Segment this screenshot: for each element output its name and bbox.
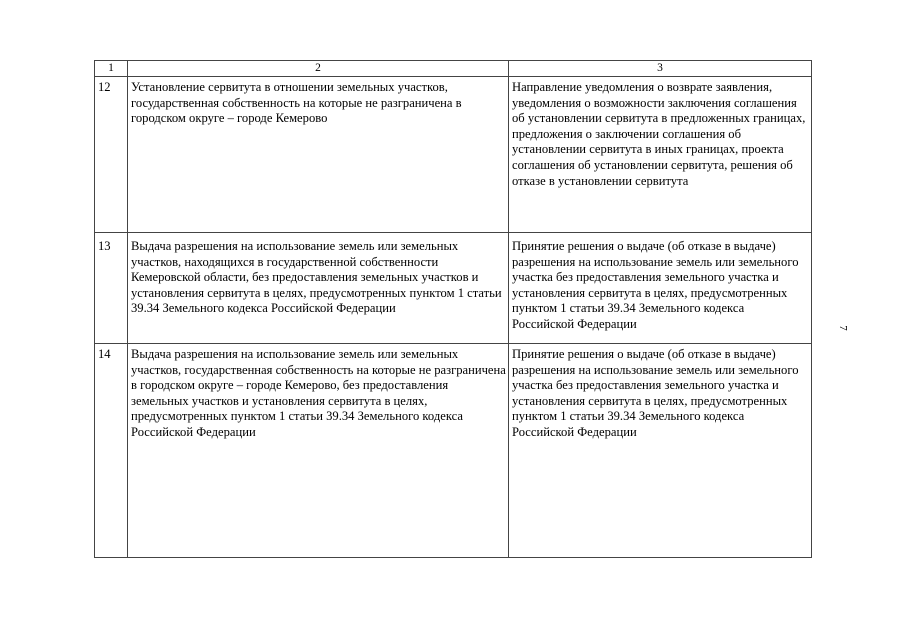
row-number: 14	[95, 344, 128, 558]
table-row	[95, 344, 812, 558]
row-number: 12	[95, 77, 128, 233]
table-row	[95, 233, 812, 344]
header-col-3: 3	[509, 61, 812, 77]
row-number: 13	[95, 233, 128, 344]
service-result: Принятие решения о выдаче (об отказе в выдаче) разрешения на использование земель или земельного участка без предоставления земельного участка и установления сервитута в целях, предусмотренных пунктом 1 статьи 39.34 Земельного кодекса Российской Федерации	[509, 233, 812, 344]
table-header-row	[95, 61, 812, 77]
service-name: Установление сервитута в отношении земельных участков, государственная собственность на которые не разграничена в городском округе – городе Кемерово	[128, 77, 509, 233]
page-number: 7	[836, 325, 849, 331]
service-result: Принятие решения о выдаче (об отказе в выдаче) разрешения на использование земель или земельного участка без предоставления земельного участка и установления сервитута в целях, предусмотренных пунктом 1 статьи 39.34 Земельного кодекса Российской Федерации	[509, 344, 812, 558]
table-row	[95, 77, 812, 233]
service-result: Направление уведомления о возврате заявления, уведомления о возможности заключения соглашения об установлении сервитута в предложенных границах, предложения о заключении соглашения об установлении сервитута в иных границах, проекта соглашения об установлении сервитута, решения об отказе в установлении сервитута	[509, 77, 812, 233]
service-name: Выдача разрешения на использование земель или земельных участков, государственная собственность на которые не разграничена в городском округе – городе Кемерово, без предоставления земельных участков и установления сервитута в целях, предусмотренных пунктом 1 статьи 39.34 Земельного кодекса Российской Федерации	[128, 344, 509, 558]
header-col-2: 2	[128, 61, 509, 77]
services-table	[94, 60, 812, 558]
service-name: Выдача разрешения на использование земель или земельных участков, находящихся в государственной собственности Кемеровской области, без предоставления земельных участков и установления сервитута в целях, предусмотренных пунктом 1 статьи 39.34 Земельного кодекса Российской Федерации	[128, 233, 509, 344]
header-col-1: 1	[95, 61, 128, 77]
